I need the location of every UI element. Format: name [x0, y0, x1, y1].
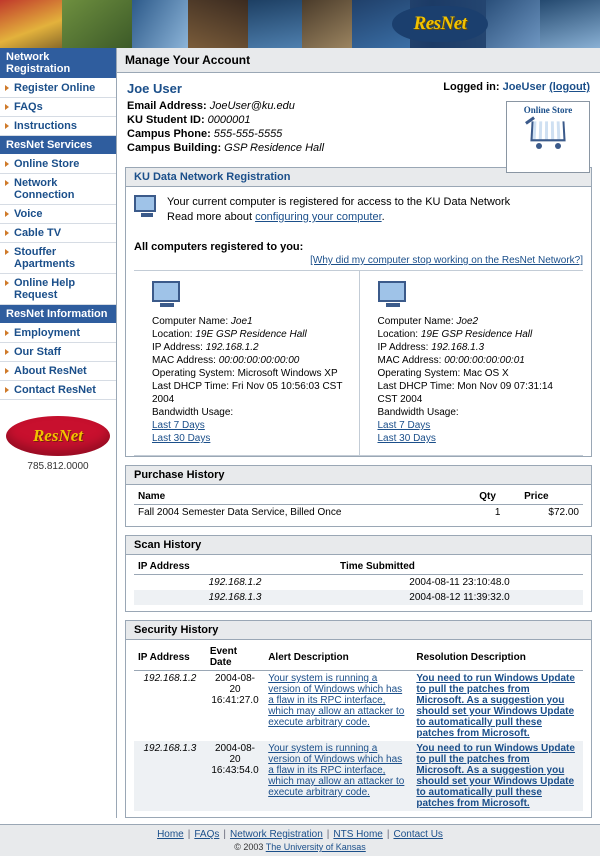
purchase-col-qty: Qty: [475, 489, 520, 505]
footer-link-network-registration[interactable]: Network Registration: [229, 829, 323, 840]
sidebar-group-header-resnet-services: ResNet Services: [0, 136, 116, 155]
purchase-row-qty: 1: [494, 507, 501, 518]
computer-mac-value: 00:00:00:00:00:00: [218, 355, 300, 366]
account-field-campus-building-label: Campus Building:: [127, 142, 222, 154]
resnet-banner-logo-text: ResNet: [413, 13, 467, 34]
sidebar-item-stouffer-apartments[interactable]: Stouffer Apartments: [0, 243, 116, 274]
bandwidth-last-7-days-link[interactable]: Last 7 Days: [377, 420, 431, 431]
computer-mac-value: 00:00:00:00:00:01: [444, 355, 525, 366]
computer-bandwidth-label: Bandwidth Usage:: [377, 407, 459, 418]
network-registration-title: KU Data Network Registration: [126, 168, 591, 187]
computer-location-value: 19E GSP Residence Hall: [420, 329, 533, 340]
table-row: [134, 575, 583, 591]
table-header-row: [134, 644, 583, 671]
sidebar-item-employment[interactable]: Employment: [0, 324, 116, 343]
footer-link-nts-home[interactable]: NTS Home: [333, 829, 383, 840]
bandwidth-last-30-days-link[interactable]: Last 30 Days: [152, 433, 211, 444]
account-field-campus-phone-label: Campus Phone:: [127, 128, 211, 140]
logged-in-label: Logged in:: [443, 81, 500, 93]
bandwidth-last-7-days-link[interactable]: Last 7 Days: [152, 420, 205, 431]
account-field-student-id-label: KU Student ID:: [127, 114, 205, 126]
computer-os-label: Operating System:: [152, 368, 235, 379]
sidebar-item-voice[interactable]: Voice: [0, 205, 116, 224]
computer-location-label: Location:: [152, 329, 193, 340]
resnet-banner-logo: [392, 6, 488, 42]
security-row-date: 2004-08-20 16:43:54.0: [211, 743, 259, 776]
security-row-ip: 192.168.1.2: [143, 673, 197, 684]
resnet-logo-text: ResNet: [32, 426, 84, 445]
table-row: [134, 505, 583, 521]
scan-row-time: 2004-08-12 11:39:32.0: [409, 592, 510, 603]
footer-link-contact-us[interactable]: Contact Us: [393, 829, 443, 840]
sidebar-item-instructions[interactable]: Instructions: [0, 117, 116, 136]
banner-photo-9: [540, 0, 600, 48]
account-user-name: Joe User: [127, 81, 182, 96]
account-summary: [117, 73, 600, 159]
computer-name-value: Joe2: [456, 316, 479, 327]
sidebar-item-contact-resnet[interactable]: Contact ResNet: [0, 381, 116, 400]
computer-dhcp-label: Last DHCP Time:: [377, 381, 455, 392]
computer-os-row: [152, 367, 351, 380]
purchase-history-table: [134, 489, 583, 520]
computer-location-value: 19E GSP Residence Hall: [195, 329, 307, 340]
security-history-table: [134, 644, 583, 811]
purchase-row-price: $72.00: [548, 507, 579, 518]
computer-dhcp-label: Last DHCP Time:: [152, 381, 230, 392]
table-header-row: [134, 489, 583, 505]
sidebar-item-register-online[interactable]: Register Online: [0, 79, 116, 98]
banner-photo-8: [486, 0, 540, 48]
security-row-date: 2004-08-20 16:41:27.0: [211, 673, 259, 706]
site-banner: [0, 0, 600, 48]
logged-in-status: [443, 81, 590, 93]
computer-monitor-icon: [378, 281, 408, 309]
main-content: [116, 48, 600, 818]
registration-status-text: [167, 195, 510, 225]
purchase-row-name: Fall 2004 Semester Data Service, Billed Once: [138, 507, 342, 518]
computer-name-value: Joe1: [230, 316, 253, 327]
computer-ip-value: 192.168.1.2: [205, 342, 259, 353]
computer-monitor-icon: [152, 281, 182, 309]
account-field-campus-phone-value: 555-555-5555: [213, 128, 283, 140]
online-store-panel[interactable]: [506, 101, 590, 173]
computer-name-label: Computer Name:: [377, 316, 454, 327]
security-history-title: Security History: [126, 621, 591, 640]
resnet-logo-mark: [6, 416, 110, 456]
scan-history-title: Scan History: [126, 536, 591, 555]
table-row: [134, 590, 583, 605]
scan-history-table: [134, 559, 583, 605]
sidebar-item-online-help-request[interactable]: Online Help Request: [0, 274, 116, 305]
computer-location-row: [152, 328, 351, 341]
security-row-resolution[interactable]: You need to run Windows Update to pull the patches from Microsoft. As a suggestion you should set your Windows Update to automatically pull these patches from Microsoft.: [416, 673, 575, 739]
sidebar-group-header-resnet-information: ResNet Information: [0, 305, 116, 324]
computer-mac-label: MAC Address:: [377, 355, 442, 366]
computer-name-label: Computer Name:: [152, 316, 229, 327]
page-title: Manage Your Account: [117, 48, 600, 73]
computer-location-row: [378, 328, 576, 341]
sidebar-item-our-staff[interactable]: Our Staff: [0, 343, 116, 362]
banner-photo-3: [132, 0, 188, 48]
read-more-prefix: Read more about: [167, 211, 256, 223]
account-field-campus-building-value: GSP Residence Hall: [224, 142, 325, 154]
computer-ip-label: IP Address:: [377, 342, 429, 353]
why-stopped-working-link[interactable]: [Why did my computer stop working on the ResNet Network?]: [310, 255, 583, 266]
registration-read-more: [167, 210, 510, 225]
computer-ip-value: 192.168.1.3: [431, 342, 485, 353]
security-row-alert[interactable]: Your system is running a version of Windows which has a flaw in its RPC interface, which may allow an attacker to execute arbitrary code.: [268, 743, 405, 798]
table-row: [134, 741, 583, 811]
footer-copyright: [0, 842, 600, 856]
purchase-history-title: Purchase History: [126, 466, 591, 485]
purchase-col-price: Price: [520, 489, 583, 505]
security-row-alert[interactable]: Your system is running a version of Windows which has a flaw in its RPC interface, which may allow an attacker to execute arbitrary code.: [268, 673, 405, 728]
security-col-ip: IP Address: [134, 644, 206, 671]
copyright-prefix: © 2003: [234, 842, 266, 852]
footer-nav: Home | FAQs | Network Registration | NTS Home | Contact Us: [0, 824, 600, 842]
banner-photo-6: [302, 0, 352, 48]
computer-os-label: Operating System:: [377, 368, 461, 379]
computer-name-row: [152, 315, 351, 328]
copyright-link[interactable]: The University of Kansas: [265, 842, 366, 852]
registered-computers-list: [134, 270, 583, 456]
scan-history-section: [125, 535, 592, 612]
table-row: [134, 671, 583, 742]
computer-ip-row: [152, 341, 351, 354]
computer-dhcp-row: [378, 380, 576, 406]
scan-row-time: 2004-08-11 23:10:48.0: [409, 577, 510, 588]
computer-os-row: [378, 367, 576, 380]
computer-dhcp-value: Mon Nov 09 07:31:14 CST 2004: [377, 381, 553, 405]
scan-col-ip: IP Address: [134, 559, 336, 575]
computer-os-value: Mac OS X: [463, 368, 509, 379]
sidebar-item-online-store[interactable]: Online Store: [0, 155, 116, 174]
computer-bandwidth-label: Bandwidth Usage:: [152, 407, 234, 418]
purchase-history-section: [125, 465, 592, 527]
computer-card: [134, 271, 359, 455]
banner-photo-2: [62, 0, 132, 48]
footer-link-faqs[interactable]: FAQs: [194, 829, 220, 840]
security-col-date: Event Date: [206, 644, 264, 671]
scan-col-time: Time Submitted: [336, 559, 583, 575]
bandwidth-last-30-days-link[interactable]: Last 30 Days: [377, 433, 436, 444]
security-col-resolution: Resolution Description: [412, 644, 583, 671]
sidebar-item-network-connection[interactable]: Network Connection: [0, 174, 116, 205]
footer-link-home[interactable]: Home: [157, 829, 184, 840]
online-store-title: Online Store: [523, 105, 573, 115]
table-header-row: [134, 559, 583, 575]
configure-computer-link[interactable]: configuring your computer: [255, 211, 382, 223]
sidebar-item-cable-tv[interactable]: Cable TV: [0, 224, 116, 243]
computer-ip-row: [378, 341, 576, 354]
logout-link[interactable]: (logout): [549, 81, 590, 93]
computer-ip-label: IP Address:: [152, 342, 203, 353]
computer-mac-label: MAC Address:: [152, 355, 216, 366]
scan-row-ip: 192.168.1.3: [208, 592, 262, 603]
scan-row-ip: 192.168.1.2: [208, 577, 262, 588]
read-more-suffix: .: [381, 211, 385, 223]
logged-in-username: JoeUser: [502, 81, 546, 93]
computer-name-row: [378, 315, 576, 328]
security-col-alert: Alert Description: [264, 644, 412, 671]
registration-status-line: Your current computer is registered for access to the KU Data Network: [167, 196, 511, 208]
account-field-email-label: Email Address:: [127, 100, 207, 112]
computer-dhcp-row: [152, 380, 351, 406]
sidebar-logo: [0, 416, 116, 472]
all-computers-label: All computers registered to you:: [134, 241, 304, 253]
computer-os-value: Microsoft Windows XP: [237, 368, 338, 379]
banner-photo-5: [248, 0, 302, 48]
sidebar-group-header-network-registration: Network Registration: [0, 48, 116, 79]
purchase-col-name: Name: [134, 489, 475, 505]
computer-card: [359, 271, 584, 455]
network-registration-body: [126, 187, 591, 233]
computer-mac-row: [152, 354, 351, 367]
computer-mac-row: [378, 354, 576, 367]
sidebar-item-about-resnet[interactable]: About ResNet: [0, 362, 116, 381]
banner-photo-1: [0, 0, 62, 48]
banner-photo-4: [188, 0, 248, 48]
account-field-email-value: JoeUser@ku.edu: [209, 100, 295, 112]
sidebar-item-faqs[interactable]: FAQs: [0, 98, 116, 117]
network-registration-section: [125, 167, 592, 457]
computer-dhcp-value: Fri Nov 05 10:56:03 CST 2004: [152, 381, 343, 405]
computer-monitor-icon: [134, 195, 160, 219]
registration-status: [134, 195, 583, 225]
security-row-resolution[interactable]: You need to run Windows Update to pull the patches from Microsoft. As a suggestion you should set your Windows Update to automatically pull these patches from Microsoft.: [416, 743, 575, 809]
computer-location-label: Location:: [377, 329, 419, 340]
sidebar: [0, 48, 116, 472]
shopping-cart-icon: [525, 119, 571, 153]
account-field-student-id-value: 0000001: [207, 114, 251, 126]
security-history-section: [125, 620, 592, 818]
why-stopped-working-row: [126, 255, 591, 270]
sidebar-phone: 785.812.0000: [27, 461, 89, 472]
security-row-ip: 192.168.1.3: [143, 743, 197, 754]
